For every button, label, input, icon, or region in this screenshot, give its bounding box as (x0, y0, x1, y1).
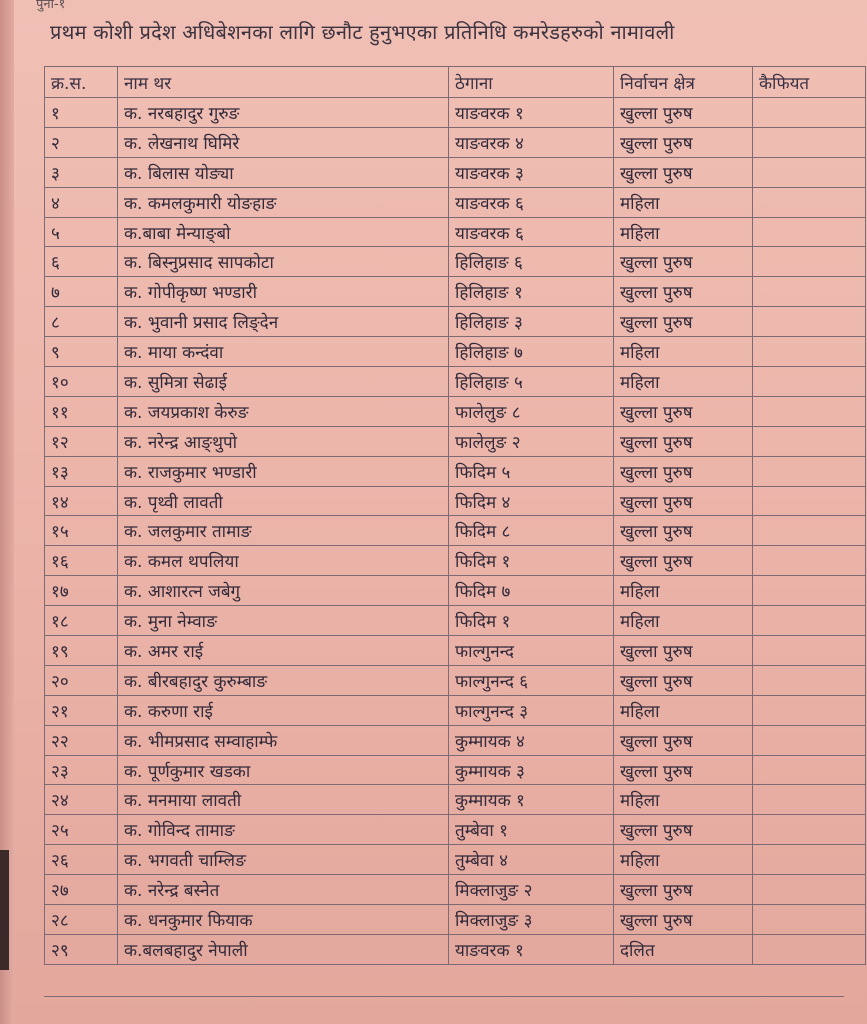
cell-constituency: खुल्ला पुरुष (614, 396, 753, 426)
table-row (45, 277, 866, 307)
cell-address: याङवरक ३ (449, 157, 614, 187)
cell-address: तुम्बेवा १ (449, 815, 614, 845)
cell-constituency: खुल्ला पुरुष (614, 277, 753, 307)
cell-remarks (753, 456, 866, 486)
cell-name: क. गोविन्द तामाङ (118, 815, 449, 845)
cell-remarks (753, 845, 866, 875)
cell-name: क.बाबा मेन्याङ्बो (118, 217, 449, 247)
cell-constituency: खुल्ला पुरुष (614, 127, 753, 157)
cell-serial: ११ (45, 396, 118, 426)
cell-remarks (753, 905, 866, 935)
cell-serial: ५ (45, 217, 118, 247)
table-row (45, 127, 866, 157)
cell-address: याङवरक ६ (449, 217, 614, 247)
cell-remarks (753, 665, 866, 695)
cell-address: फाल्गुनन्द ३ (449, 695, 614, 725)
table-row (45, 845, 866, 875)
cell-address: याङवरक ६ (449, 187, 614, 217)
cell-name: क. बिलास योङ्या (118, 157, 449, 187)
cell-address: फिदिम ८ (449, 516, 614, 546)
cell-name: क. राजकुमार भण्डारी (118, 456, 449, 486)
table-row (45, 875, 866, 905)
cell-serial: २५ (45, 815, 118, 845)
cell-address: हिलिहाङ १ (449, 277, 614, 307)
cell-constituency: खुल्ला पुरुष (614, 905, 753, 935)
cell-serial: १५ (45, 516, 118, 546)
column-header-serial: क्र.स. (45, 67, 118, 98)
cell-constituency: खुल्ला पुरुष (614, 815, 753, 845)
cell-name: क. जलकुमार तामाङ (118, 516, 449, 546)
table-row (45, 396, 866, 426)
cell-constituency: खुल्ला पुरुष (614, 546, 753, 576)
table-row (45, 785, 866, 815)
cell-serial: २४ (45, 785, 118, 815)
cell-name: क. जयप्रकाश केरुङ (118, 396, 449, 426)
cell-remarks (753, 875, 866, 905)
cell-constituency: दलित (614, 934, 753, 964)
table-row (45, 247, 866, 277)
table-row (45, 815, 866, 845)
column-header-address: ठेगाना (449, 67, 614, 98)
cell-name: क. सुमित्रा सेढाई (118, 367, 449, 397)
cell-remarks (753, 576, 866, 606)
table-row (45, 665, 866, 695)
representatives-table (44, 66, 866, 965)
table-row (45, 934, 866, 964)
table-row (45, 905, 866, 935)
table-header-row (45, 67, 866, 98)
cell-name: क. लेखनाथ घिमिरे (118, 127, 449, 157)
page-title: प्रथम कोशी प्रदेश अधिबेशनका लागि छनौट हुनुभएका प्रतिनिधि कमरेडहरुको नामावली (50, 20, 675, 44)
cell-constituency: महिला (614, 785, 753, 815)
cell-serial: ६ (45, 247, 118, 277)
table-row (45, 367, 866, 397)
cell-name: क. भीमप्रसाद सम्वाहाम्फे (118, 725, 449, 755)
table-row (45, 725, 866, 755)
cell-serial: १४ (45, 486, 118, 516)
cell-serial: २७ (45, 875, 118, 905)
cell-name: क. पूर्णकुमार खडका (118, 755, 449, 785)
table-row (45, 187, 866, 217)
cell-address: हिलिहाङ ६ (449, 247, 614, 277)
column-header-remarks: कैफियत (753, 67, 866, 98)
cell-address: मिक्लाजुङ २ (449, 875, 614, 905)
cell-address: मिक्लाजुङ ३ (449, 905, 614, 935)
cell-name: क. बिस्नुप्रसाद सापकोटा (118, 247, 449, 277)
cell-remarks (753, 815, 866, 845)
column-header-constituency: निर्वाचन क्षेत्र (614, 67, 753, 98)
cell-serial: १६ (45, 546, 118, 576)
cell-remarks (753, 755, 866, 785)
cell-address: फालेलुङ २ (449, 426, 614, 456)
binder-edge (0, 850, 9, 970)
cell-remarks (753, 516, 866, 546)
cell-serial: ७ (45, 277, 118, 307)
page-top-mark: पुना-१ (36, 0, 66, 12)
cell-constituency: खुल्ला पुरुष (614, 486, 753, 516)
cell-remarks (753, 157, 866, 187)
cell-remarks (753, 247, 866, 277)
cell-serial: १२ (45, 426, 118, 456)
cell-name: क. कमलकुमारी योङहाङ (118, 187, 449, 217)
table-row (45, 636, 866, 666)
cell-name: क. बीरबहादुर कुरुम्बाङ (118, 665, 449, 695)
cell-constituency: खुल्ला पुरुष (614, 516, 753, 546)
cell-name: क. धनकुमार फियाक (118, 905, 449, 935)
cell-name: क. मनमाया लावती (118, 785, 449, 815)
cell-address: फाल्गुनन्द (449, 636, 614, 666)
table-row (45, 546, 866, 576)
table-row (45, 426, 866, 456)
cell-serial: १ (45, 98, 118, 128)
cell-address: फाल्गुनन्द ६ (449, 665, 614, 695)
cell-serial: २० (45, 665, 118, 695)
cell-address: याङवरक १ (449, 934, 614, 964)
cell-remarks (753, 337, 866, 367)
cell-constituency: खुल्ला पुरुष (614, 98, 753, 128)
cell-address: कुम्मायक ४ (449, 725, 614, 755)
cell-constituency: खुल्ला पुरुष (614, 875, 753, 905)
table-row (45, 217, 866, 247)
cell-remarks (753, 426, 866, 456)
cell-serial: २३ (45, 755, 118, 785)
cell-constituency: महिला (614, 367, 753, 397)
cell-serial: २८ (45, 905, 118, 935)
cell-address: कुम्मायक १ (449, 785, 614, 815)
cell-remarks (753, 606, 866, 636)
cell-constituency: खुल्ला पुरुष (614, 665, 753, 695)
cell-name: क. आशारत्न जबेगु (118, 576, 449, 606)
cell-constituency: महिला (614, 695, 753, 725)
cell-constituency: महिला (614, 217, 753, 247)
cell-constituency: महिला (614, 845, 753, 875)
cell-remarks (753, 367, 866, 397)
cell-address: याङवरक १ (449, 98, 614, 128)
cell-remarks (753, 546, 866, 576)
table-row (45, 157, 866, 187)
cell-name: क. करुणा राई (118, 695, 449, 725)
cell-remarks (753, 934, 866, 964)
cell-address: हिलिहाङ ५ (449, 367, 614, 397)
table-row (45, 516, 866, 546)
cell-remarks (753, 695, 866, 725)
table-row (45, 456, 866, 486)
cell-serial: २ (45, 127, 118, 157)
cell-serial: ४ (45, 187, 118, 217)
table-row (45, 486, 866, 516)
cell-remarks (753, 785, 866, 815)
cell-name: क. अमर राई (118, 636, 449, 666)
cell-address: फिदिम १ (449, 606, 614, 636)
cell-name: क. भुवानी प्रसाद लिङ्देन (118, 307, 449, 337)
cell-name: क. भगवती चाम्लिङ (118, 845, 449, 875)
table-row (45, 606, 866, 636)
table-body (45, 98, 866, 965)
table-row (45, 695, 866, 725)
cell-serial: ८ (45, 307, 118, 337)
cell-remarks (753, 636, 866, 666)
cell-constituency: महिला (614, 337, 753, 367)
cell-address: फिदिम १ (449, 546, 614, 576)
cell-address: फालेलुङ ८ (449, 396, 614, 426)
cell-remarks (753, 98, 866, 128)
cell-serial: २२ (45, 725, 118, 755)
cell-remarks (753, 307, 866, 337)
table-row (45, 755, 866, 785)
table-row (45, 307, 866, 337)
cell-remarks (753, 187, 866, 217)
column-header-name: नाम थर (118, 67, 449, 98)
cell-remarks (753, 277, 866, 307)
cell-constituency: खुल्ला पुरुष (614, 725, 753, 755)
cell-serial: १३ (45, 456, 118, 486)
cell-constituency: खुल्ला पुरुष (614, 755, 753, 785)
cell-constituency: खुल्ला पुरुष (614, 426, 753, 456)
cell-serial: २६ (45, 845, 118, 875)
cell-address: फिदिम ४ (449, 486, 614, 516)
table-row (45, 576, 866, 606)
cell-constituency: महिला (614, 606, 753, 636)
cell-serial: २१ (45, 695, 118, 725)
cell-name: क. माया कन्दंवा (118, 337, 449, 367)
cell-remarks (753, 725, 866, 755)
cell-constituency: खुल्ला पुरुष (614, 307, 753, 337)
cell-name: क. नरेन्द्र बस्नेत (118, 875, 449, 905)
cell-constituency: महिला (614, 576, 753, 606)
cell-remarks (753, 486, 866, 516)
cell-address: कुम्मायक ३ (449, 755, 614, 785)
table-row (45, 98, 866, 128)
cell-name: क. नरबहादुर गुरुङ (118, 98, 449, 128)
cell-constituency: खुल्ला पुरुष (614, 247, 753, 277)
cell-constituency: खुल्ला पुरुष (614, 157, 753, 187)
cell-remarks (753, 217, 866, 247)
cell-constituency: महिला (614, 187, 753, 217)
cell-serial: ९ (45, 337, 118, 367)
table-row (45, 337, 866, 367)
cell-address: फिदिम ५ (449, 456, 614, 486)
cell-address: फिदिम ७ (449, 576, 614, 606)
cell-address: याङवरक ४ (449, 127, 614, 157)
cell-name: क. पृथ्वी लावती (118, 486, 449, 516)
cell-name: क.बलबहादुर नेपाली (118, 934, 449, 964)
cell-serial: २९ (45, 934, 118, 964)
cell-name: क. नरेन्द्र आङ्थुपो (118, 426, 449, 456)
cell-remarks (753, 127, 866, 157)
cell-address: तुम्बेवा ४ (449, 845, 614, 875)
cell-serial: १९ (45, 636, 118, 666)
cell-constituency: खुल्ला पुरुष (614, 456, 753, 486)
cell-address: हिलिहाङ ३ (449, 307, 614, 337)
cell-serial: ३ (45, 157, 118, 187)
table-bottom-rule (44, 996, 844, 997)
cell-address: हिलिहाङ ७ (449, 337, 614, 367)
cell-remarks (753, 396, 866, 426)
cell-serial: १७ (45, 576, 118, 606)
cell-name: क. कमल थपलिया (118, 546, 449, 576)
cell-constituency: खुल्ला पुरुष (614, 636, 753, 666)
cell-serial: १० (45, 367, 118, 397)
cell-name: क. गोपीकृष्ण भण्डारी (118, 277, 449, 307)
cell-serial: १८ (45, 606, 118, 636)
cell-name: क. मुना नेम्वाङ (118, 606, 449, 636)
